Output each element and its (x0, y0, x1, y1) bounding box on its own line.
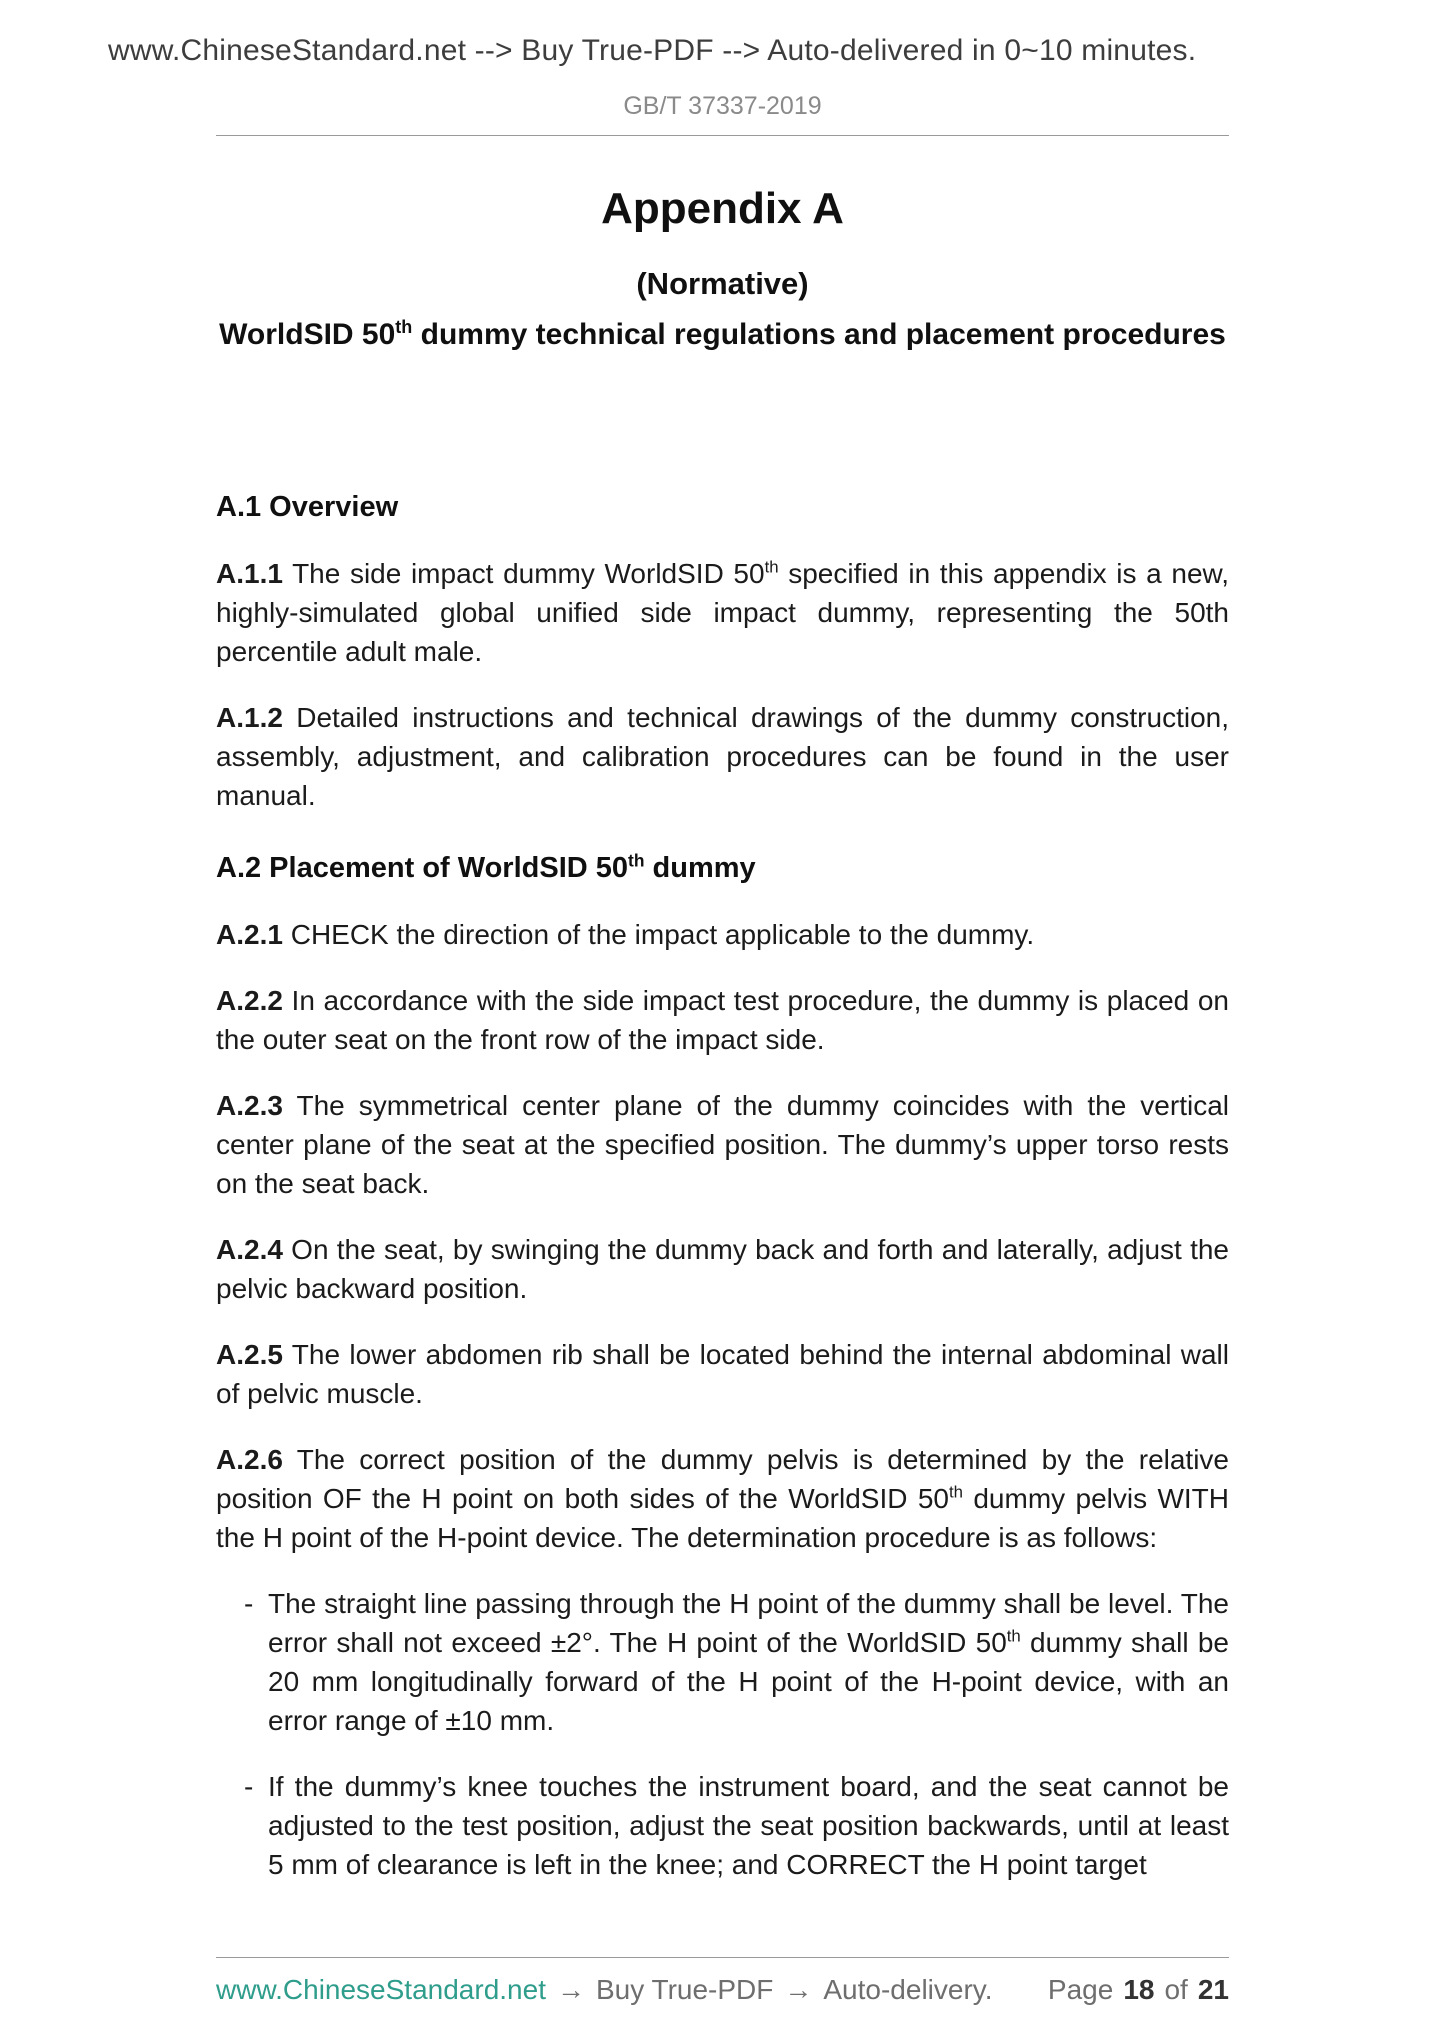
footer-row (216, 1974, 1229, 2006)
clause-label: A.2.3 (216, 1090, 283, 1121)
arrow-icon: → (556, 1974, 585, 2005)
clause-label: A.2.4 (216, 1234, 283, 1265)
of-label: of (1164, 1974, 1188, 2005)
section-heading-text: dummy (644, 852, 756, 884)
clause-text: The side impact dummy WorldSID 50 (282, 558, 765, 589)
bullet-dash: - (244, 1771, 254, 1802)
section-heading-a2 (216, 849, 1229, 888)
clause-a2-5 (216, 1335, 1229, 1413)
clause-text: The correct position of the dummy pelvis is determined by the relative position OF the H point on both sides of the WorldSID 50 (216, 1444, 1229, 1514)
clause-label: A.2.1 (216, 919, 283, 950)
clause-label: A.2.5 (216, 1339, 283, 1370)
appendix-heading-text: dummy technical regulations and placement procedures (412, 318, 1226, 351)
clause-text: In accordance with the side impact test procedure, the dummy is placed on the outer seat on the front row of the impact side. (216, 985, 1229, 1055)
list-item-text: dummy shall be 20 mm longitudinally forward of the H point of the H-point device, with an error range of ±10 mm. (268, 1627, 1229, 1736)
superscript-th: th (1006, 1626, 1021, 1646)
clause-text: specified in this appendix is a new, highly-simulated global unified side impact dummy, representing the 50th percentile adult male. (216, 558, 1229, 667)
clause-label: A.2.6 (216, 1444, 283, 1475)
clause-a2-6 (216, 1440, 1229, 1557)
clause-text: dummy pelvis WITH the H point of the H-point device. The determination procedure is as follows: (216, 1483, 1229, 1553)
section-heading-text: A.2 Placement of WorldSID 50 (216, 852, 629, 884)
clause-text: Detailed instructions and technical drawings of the dummy construction, assembly, adjustment, and calibration procedures can be found in the user manual. (216, 702, 1229, 811)
clause-a1-2 (216, 698, 1229, 815)
appendix-heading (0, 318, 1445, 352)
clause-text: CHECK the direction of the impact applicable to the dummy. (282, 919, 1035, 950)
appendix-heading-text: WorldSID 50 (219, 318, 396, 351)
clause-label: A.1.1 (216, 558, 283, 589)
footer-delivery-label: Auto-delivery. (823, 1974, 993, 2005)
bullet-dash: - (244, 1588, 254, 1619)
superscript-th: th (948, 1482, 963, 1502)
footer-links (216, 1974, 992, 2006)
clause-a2-2 (216, 981, 1229, 1059)
clause-a2-1 (216, 915, 1229, 954)
clause-a2-4 (216, 1230, 1229, 1308)
clause-label: A.1.2 (216, 702, 283, 733)
clause-a2-3 (216, 1086, 1229, 1203)
standard-number: GB/T 37337-2019 (623, 92, 822, 120)
superscript-th: th (395, 317, 413, 337)
superscript-th: th (764, 557, 779, 577)
list-item-text: The straight line passing through the H point of the dummy shall be level. The error shall not exceed ±2°. The H point of the WorldSID 50 (268, 1588, 1229, 1658)
page-total: 21 (1197, 1974, 1229, 2005)
page-indicator (1048, 1974, 1229, 2006)
document-body (216, 488, 1229, 1884)
header-divider (216, 135, 1229, 136)
section-heading-a1: A.1 Overview (216, 491, 399, 523)
page-number: 18 (1123, 1974, 1155, 2005)
normative-label: (Normative) (636, 266, 809, 301)
clause-text: The symmetrical center plane of the dummy coincides with the vertical center plane of the seat at the specified position. The dummy’s upper torso rests on the seat back. (216, 1090, 1229, 1199)
page-label: Page (1047, 1974, 1114, 2005)
clause-label: A.2.2 (216, 985, 283, 1016)
clause-text: On the seat, by swinging the dummy back and forth and laterally, adjust the pelvic backward position. (216, 1234, 1229, 1304)
list-item-text: If the dummy’s knee touches the instrument board, and the seat cannot be adjusted to the test position, adjust the seat position backwards, until at least 5 mm of clearance is left in the knee; and CORRECT the H point target (268, 1771, 1229, 1880)
list-item (216, 1767, 1229, 1884)
clause-a1-1 (216, 554, 1229, 671)
clause-text: The lower abdomen rib shall be located behind the internal abdominal wall of pelvic muscle. (216, 1339, 1229, 1409)
header-promo: www.ChineseStandard.net --> Buy True-PDF --> Auto-delivered in 0~10 minutes. (108, 34, 1197, 67)
footer-site-link[interactable]: www.ChineseStandard.net (216, 1974, 546, 2005)
appendix-title: Appendix A (601, 184, 844, 233)
list-item (216, 1584, 1229, 1740)
page-footer (216, 1957, 1229, 2006)
arrow-icon: → (784, 1974, 813, 2005)
superscript-th: th (628, 850, 645, 871)
footer-buy-label: Buy True-PDF (595, 1974, 774, 2005)
